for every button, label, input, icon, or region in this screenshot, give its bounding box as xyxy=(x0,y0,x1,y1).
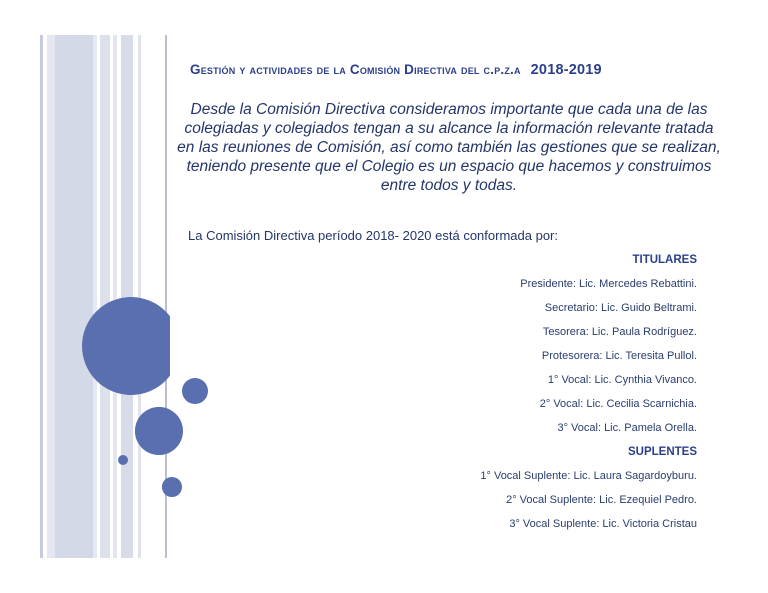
list-item: 2° Vocal Suplente: Lic. Ezequiel Pedro. xyxy=(506,494,697,506)
slide-title xyxy=(190,62,710,78)
titulares-heading: TITULARES xyxy=(632,254,697,266)
title-years: 2018-2019 xyxy=(530,62,602,78)
list-item: 2° Vocal: Lic. Cecilia Scarnichia. xyxy=(539,398,697,410)
list-item: Protesorera: Lic. Teresita Pullol. xyxy=(541,350,697,362)
intro-paragraph: Desde la Comisión Directiva consideramos importante que cada una de las colegiadas y colegiados tengan a su alcance la información relevante tratada en las reuniones de Comisión, así como también las gestiones que se realizan, teniendo presente que el Colegio es un espacio que hacemos y construimos entre todos y todas. xyxy=(177,101,721,194)
list-item: 3° Vocal: Lic. Pamela Orella. xyxy=(557,422,697,434)
title-text: Gestión y actividades de la Comisión Directiva del c.p.z.a xyxy=(190,62,521,77)
list-item: 1° Vocal: Lic. Cynthia Vivanco. xyxy=(547,374,697,386)
list-item: Tesorera: Lic. Paula Rodríguez. xyxy=(542,326,697,338)
list-item: 3° Vocal Suplente: Lic. Victoria Cristau xyxy=(509,518,697,530)
list-item: 1° Vocal Suplente: Lic. Laura Sagardoyburu. xyxy=(480,470,697,482)
roster xyxy=(367,250,697,538)
decorative-circle xyxy=(135,407,183,455)
composition-line: La Comisión Directiva período 2018- 2020 está conformada por: xyxy=(188,228,558,243)
decorative-circle xyxy=(162,477,182,497)
list-item: Presidente: Lic. Mercedes Rebattini. xyxy=(520,278,697,290)
suplentes-heading: SUPLENTES xyxy=(627,446,697,458)
decorative-circle xyxy=(182,378,208,404)
list-item: Secretario: Lic. Guido Beltrami. xyxy=(544,302,697,314)
